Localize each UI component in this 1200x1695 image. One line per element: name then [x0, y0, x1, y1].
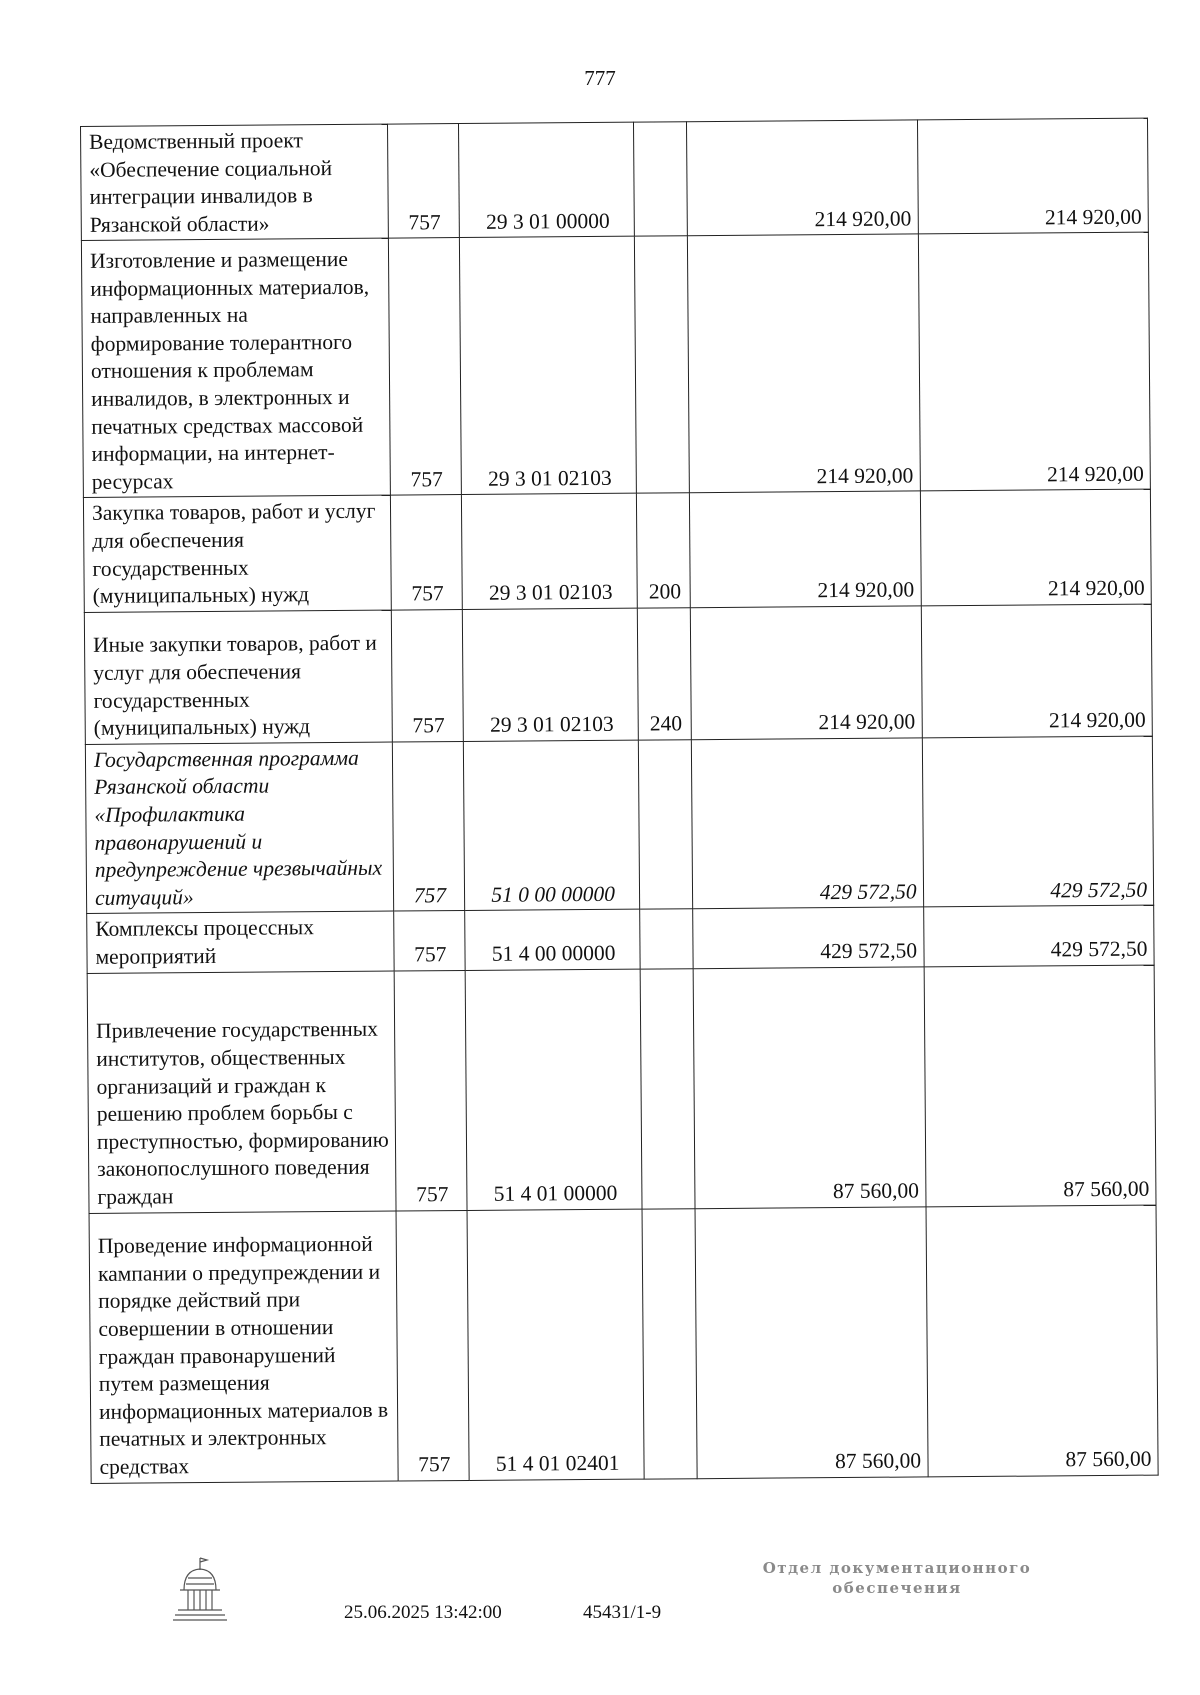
row-ministry-code: 757	[387, 124, 459, 239]
row-expense-type	[640, 909, 693, 969]
row-ministry-code: 757	[394, 911, 466, 971]
row-amount-2: 214 920,00	[917, 118, 1148, 234]
row-expense-type	[634, 122, 688, 237]
row-name: Ведомственный проект «Обеспечение социальной интеграции инвалидов в Рязанской области»	[81, 124, 389, 241]
row-expense-type	[641, 968, 696, 1208]
row-name: Привлечение государственных институтов, общественных организаций и граждан к решению проблем борьбы с преступностью, формированию законопослушного поведения граждан	[87, 971, 396, 1213]
row-amount-1: 87 560,00	[693, 966, 925, 1208]
table-row	[87, 965, 1156, 1213]
row-ministry-code: 757	[394, 970, 467, 1211]
row-expense-type	[639, 739, 693, 909]
registration-number: 45431/1-9	[583, 1602, 662, 1623]
row-name: Государственная программа Рязанской области «Профилактика правонарушений и предупреждение чрезвычайных ситуаций»	[85, 742, 393, 914]
row-name: Изготовление и размещение информационных материалов, направленных на формирование толерантного отношения к проблемам инвалидов, в электронных и печатных средствах массовой информации, на интернет-ресурсах	[81, 238, 390, 497]
row-amount-1: 214 920,00	[690, 491, 921, 607]
row-target-article: 51 4 01 00000	[465, 969, 642, 1210]
row-amount-1: 214 920,00	[687, 120, 918, 236]
page-number: 777	[584, 66, 616, 90]
budget-table	[80, 118, 1159, 1484]
emblem-graphic	[170, 1556, 236, 1628]
row-amount-2: 214 920,00	[918, 232, 1150, 491]
row-amount-1: 429 572,50	[693, 907, 924, 968]
row-amount-2: 429 572,50	[922, 736, 1154, 907]
table-row	[83, 489, 1151, 612]
row-amount-2: 87 560,00	[926, 1205, 1159, 1477]
row-ministry-code: 757	[391, 609, 463, 742]
table-row	[81, 118, 1149, 241]
row-amount-1: 214 920,00	[688, 234, 920, 493]
row-amount-2: 214 920,00	[921, 604, 1152, 738]
row-target-article: 29 3 01 02103	[461, 494, 637, 610]
row-target-article: 51 4 00 00000	[465, 909, 641, 970]
row-amount-1: 87 560,00	[695, 1206, 928, 1478]
row-expense-type: 200	[637, 493, 691, 608]
row-amount-2: 429 572,50	[923, 905, 1154, 966]
row-target-article: 51 0 00 00000	[463, 740, 640, 911]
row-target-article: 51 4 01 02401	[467, 1209, 645, 1480]
row-expense-type	[642, 1208, 697, 1478]
stamp-line-1: Отдел документационного	[762, 1559, 1032, 1577]
row-name: Закупка товаров, работ и услуг для обеспечения государственных (муниципальных) нужд	[83, 495, 391, 612]
budget-table-body	[81, 118, 1159, 1483]
stamp-line-2: обеспечения	[832, 1579, 962, 1597]
row-name: Комплексы процессных мероприятий	[87, 911, 394, 973]
table-row	[81, 232, 1150, 497]
table-row	[84, 604, 1152, 744]
table-row	[89, 1205, 1158, 1483]
row-amount-2: 214 920,00	[920, 489, 1151, 605]
row-ministry-code: 757	[390, 495, 462, 610]
row-ministry-code: 757	[388, 238, 461, 496]
table-row	[87, 905, 1154, 973]
row-ministry-code: 757	[396, 1210, 469, 1481]
row-amount-1: 429 572,50	[691, 738, 923, 909]
table-row	[85, 736, 1153, 914]
department-stamp	[757, 1558, 1037, 1598]
row-expense-type	[635, 236, 690, 493]
row-ministry-code: 757	[392, 741, 464, 911]
row-name: Иные закупки товаров, работ и услуг для обеспечения государственных (муниципальных) нужд	[84, 610, 392, 744]
row-target-article: 29 3 01 00000	[458, 122, 634, 238]
row-amount-1: 214 920,00	[690, 606, 921, 740]
row-target-article: 29 3 01 02103	[462, 608, 639, 741]
budget-table-wrapper	[80, 118, 1159, 1484]
row-name: Проведение информационной кампании о предупреждении и порядке действий при совершении в отношении граждан правонарушений путем размещения информационных материалов в печатных и электронных средствах	[89, 1211, 398, 1483]
row-amount-2: 87 560,00	[924, 965, 1156, 1207]
row-target-article: 29 3 01 02103	[459, 237, 637, 495]
row-expense-type: 240	[638, 607, 692, 739]
document-date: 25.06.2025 13:42:00	[344, 1602, 502, 1623]
emblem-icon	[170, 1556, 236, 1628]
